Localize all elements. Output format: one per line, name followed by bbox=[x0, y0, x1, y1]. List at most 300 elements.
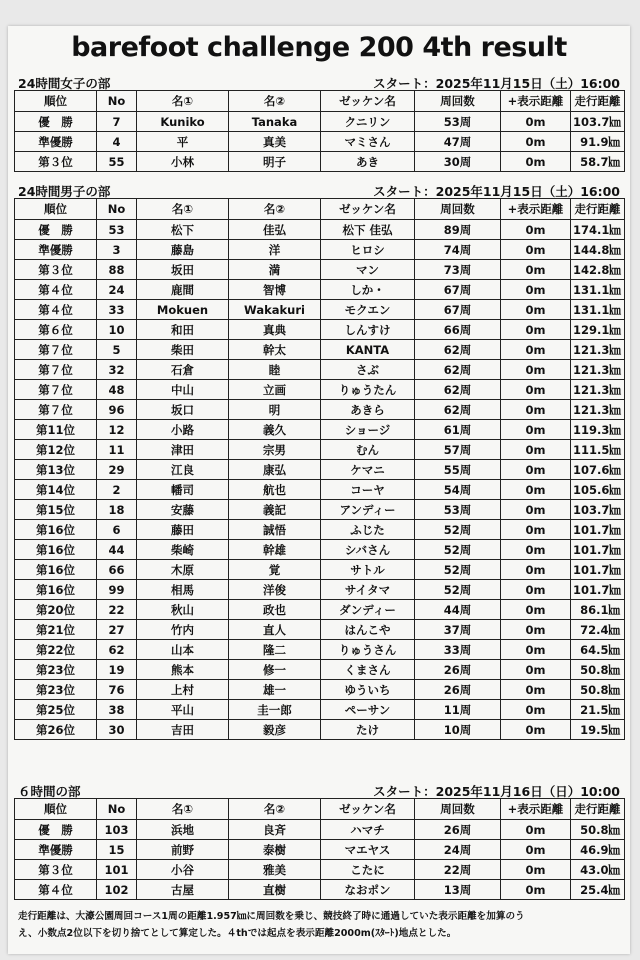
section-6h bbox=[14, 780, 624, 900]
footnote-line-1: 走行距離は、大濠公園周回コース1周の距離1.957㎞に周回数を乗じ、競技終了時に通過していた表示距離を加算のう bbox=[18, 911, 525, 922]
section-name: 24時間女子の部 bbox=[18, 76, 111, 91]
cell-zekken-name: マミさん bbox=[321, 132, 415, 152]
cell-total-distance: 129.1㎞ bbox=[571, 320, 625, 340]
cell-laps: 33周 bbox=[415, 640, 501, 660]
column-header-zekken-name: ゼッケン名 bbox=[321, 199, 415, 220]
cell-name-2: 幹雄 bbox=[229, 540, 321, 560]
cell-name-2: 満 bbox=[229, 260, 321, 280]
cell-total-distance: 107.6㎞ bbox=[571, 460, 625, 480]
cell-extra-distance: 0m bbox=[501, 240, 571, 260]
cell-name-2: 康弘 bbox=[229, 460, 321, 480]
cell-name-1: 相馬 bbox=[137, 580, 229, 600]
cell-rank: 第３位 bbox=[15, 860, 97, 880]
cell-extra-distance: 0m bbox=[501, 640, 571, 660]
cell-laps: 10周 bbox=[415, 720, 501, 740]
table-header-row bbox=[15, 91, 625, 112]
cell-laps: 30周 bbox=[415, 152, 501, 172]
section-start-time: スタート：2025年11月15日（土）16:00 bbox=[373, 76, 620, 91]
cell-total-distance: 103.7㎞ bbox=[571, 500, 625, 520]
table-row bbox=[15, 640, 625, 660]
cell-bib-no: 53 bbox=[97, 220, 137, 240]
table-header-row bbox=[15, 799, 625, 820]
table-row bbox=[15, 320, 625, 340]
cell-total-distance: 121.3㎞ bbox=[571, 400, 625, 420]
cell-bib-no: 11 bbox=[97, 440, 137, 460]
cell-name-1: 上村 bbox=[137, 680, 229, 700]
cell-laps: 37周 bbox=[415, 620, 501, 640]
column-header-name-2: 名② bbox=[229, 799, 321, 820]
table-row bbox=[15, 112, 625, 132]
cell-rank: 第25位 bbox=[15, 700, 97, 720]
cell-zekken-name: ハマチ bbox=[321, 820, 415, 840]
cell-total-distance: 25.4㎞ bbox=[571, 880, 625, 900]
cell-rank: 第７位 bbox=[15, 360, 97, 380]
cell-bib-no: 15 bbox=[97, 840, 137, 860]
cell-laps: 53周 bbox=[415, 112, 501, 132]
cell-name-1: 和田 bbox=[137, 320, 229, 340]
cell-total-distance: 86.1㎞ bbox=[571, 600, 625, 620]
section-24h-men bbox=[14, 180, 624, 740]
cell-laps: 47周 bbox=[415, 132, 501, 152]
cell-extra-distance: 0m bbox=[501, 820, 571, 840]
table-row bbox=[15, 240, 625, 260]
cell-extra-distance: 0m bbox=[501, 400, 571, 420]
cell-name-2: 真典 bbox=[229, 320, 321, 340]
table-row bbox=[15, 560, 625, 580]
cell-rank: 優 勝 bbox=[15, 112, 97, 132]
column-header-bib-no: No bbox=[97, 91, 137, 112]
cell-zekken-name: サイタマ bbox=[321, 580, 415, 600]
cell-rank: 第11位 bbox=[15, 420, 97, 440]
cell-name-2: 直樹 bbox=[229, 880, 321, 900]
table-row bbox=[15, 600, 625, 620]
cell-total-distance: 91.9㎞ bbox=[571, 132, 625, 152]
cell-laps: 73周 bbox=[415, 260, 501, 280]
cell-bib-no: 24 bbox=[97, 280, 137, 300]
cell-bib-no: 76 bbox=[97, 680, 137, 700]
cell-bib-no: 55 bbox=[97, 152, 137, 172]
cell-laps: 52周 bbox=[415, 520, 501, 540]
cell-laps: 54周 bbox=[415, 480, 501, 500]
column-header-total-distance: 走行距離 bbox=[571, 799, 625, 820]
cell-rank: 第15位 bbox=[15, 500, 97, 520]
cell-zekken-name: サトル bbox=[321, 560, 415, 580]
column-header-name-1: 名① bbox=[137, 91, 229, 112]
cell-laps: 52周 bbox=[415, 540, 501, 560]
column-header-laps: 周回数 bbox=[415, 799, 501, 820]
cell-bib-no: 96 bbox=[97, 400, 137, 420]
cell-zekken-name: さぶ bbox=[321, 360, 415, 380]
table-row bbox=[15, 700, 625, 720]
cell-total-distance: 72.4㎞ bbox=[571, 620, 625, 640]
cell-name-1: 小路 bbox=[137, 420, 229, 440]
cell-total-distance: 111.5㎞ bbox=[571, 440, 625, 460]
cell-extra-distance: 0m bbox=[501, 340, 571, 360]
cell-name-1: 前野 bbox=[137, 840, 229, 860]
cell-extra-distance: 0m bbox=[501, 440, 571, 460]
cell-bib-no: 101 bbox=[97, 860, 137, 880]
cell-name-2: 泰樹 bbox=[229, 840, 321, 860]
cell-extra-distance: 0m bbox=[501, 112, 571, 132]
section-header bbox=[14, 180, 624, 198]
cell-zekken-name: ゆういち bbox=[321, 680, 415, 700]
cell-name-1: 秋山 bbox=[137, 600, 229, 620]
cell-rank: 優 勝 bbox=[15, 220, 97, 240]
table-row bbox=[15, 400, 625, 420]
cell-rank: 準優勝 bbox=[15, 132, 97, 152]
cell-extra-distance: 0m bbox=[501, 720, 571, 740]
cell-bib-no: 29 bbox=[97, 460, 137, 480]
cell-name-1: 平山 bbox=[137, 700, 229, 720]
cell-rank: 第20位 bbox=[15, 600, 97, 620]
cell-zekken-name: ケマニ bbox=[321, 460, 415, 480]
cell-rank: 準優勝 bbox=[15, 840, 97, 860]
cell-laps: 62周 bbox=[415, 400, 501, 420]
cell-extra-distance: 0m bbox=[501, 280, 571, 300]
section-24h-women bbox=[14, 72, 624, 172]
cell-rank: 第21位 bbox=[15, 620, 97, 640]
cell-extra-distance: 0m bbox=[501, 880, 571, 900]
cell-name-1: 松下 bbox=[137, 220, 229, 240]
results-table bbox=[14, 798, 625, 900]
cell-name-1: 柴田 bbox=[137, 340, 229, 360]
cell-total-distance: 50.8㎞ bbox=[571, 820, 625, 840]
cell-rank: 優 勝 bbox=[15, 820, 97, 840]
cell-name-2: 圭一郎 bbox=[229, 700, 321, 720]
cell-name-2: 立画 bbox=[229, 380, 321, 400]
cell-laps: 67周 bbox=[415, 300, 501, 320]
cell-name-2: 修一 bbox=[229, 660, 321, 680]
cell-laps: 13周 bbox=[415, 880, 501, 900]
cell-name-1: 石倉 bbox=[137, 360, 229, 380]
cell-name-1: 藤田 bbox=[137, 520, 229, 540]
cell-rank: 第16位 bbox=[15, 580, 97, 600]
cell-extra-distance: 0m bbox=[501, 700, 571, 720]
cell-extra-distance: 0m bbox=[501, 320, 571, 340]
column-header-name-1: 名① bbox=[137, 799, 229, 820]
cell-laps: 11周 bbox=[415, 700, 501, 720]
table-row bbox=[15, 500, 625, 520]
section-name: 24時間男子の部 bbox=[18, 184, 111, 199]
cell-name-2: 佳弘 bbox=[229, 220, 321, 240]
cell-name-1: 浜地 bbox=[137, 820, 229, 840]
cell-laps: 26周 bbox=[415, 660, 501, 680]
cell-rank: 第23位 bbox=[15, 660, 97, 680]
footnote-line-2: え、小数点2位以下を切り捨てとして算定した。４thでは起点を表示距離2000m(ｽﾀｰﾄ)地点とした。 bbox=[18, 928, 457, 939]
cell-extra-distance: 0m bbox=[501, 152, 571, 172]
cell-total-distance: 131.1㎞ bbox=[571, 300, 625, 320]
cell-zekken-name: ペーサン bbox=[321, 700, 415, 720]
cell-name-1: 幡司 bbox=[137, 480, 229, 500]
cell-total-distance: 64.5㎞ bbox=[571, 640, 625, 660]
cell-bib-no: 102 bbox=[97, 880, 137, 900]
cell-name-2: Wakakuri bbox=[229, 300, 321, 320]
cell-name-2: 幹太 bbox=[229, 340, 321, 360]
cell-zekken-name: しんすけ bbox=[321, 320, 415, 340]
result-sheet bbox=[8, 26, 630, 954]
table-row bbox=[15, 680, 625, 700]
cell-bib-no: 7 bbox=[97, 112, 137, 132]
cell-name-2: 誠悟 bbox=[229, 520, 321, 540]
cell-total-distance: 43.0㎞ bbox=[571, 860, 625, 880]
column-header-total-distance: 走行距離 bbox=[571, 91, 625, 112]
cell-name-2: 智博 bbox=[229, 280, 321, 300]
cell-name-2: 睦 bbox=[229, 360, 321, 380]
table-row bbox=[15, 420, 625, 440]
cell-name-1: 竹内 bbox=[137, 620, 229, 640]
cell-bib-no: 27 bbox=[97, 620, 137, 640]
cell-extra-distance: 0m bbox=[501, 500, 571, 520]
cell-rank: 第７位 bbox=[15, 340, 97, 360]
cell-bib-no: 66 bbox=[97, 560, 137, 580]
cell-bib-no: 44 bbox=[97, 540, 137, 560]
cell-name-1: 柴崎 bbox=[137, 540, 229, 560]
cell-zekken-name: はんこや bbox=[321, 620, 415, 640]
cell-bib-no: 33 bbox=[97, 300, 137, 320]
cell-extra-distance: 0m bbox=[501, 600, 571, 620]
cell-zekken-name: アンディー bbox=[321, 500, 415, 520]
cell-rank: 第３位 bbox=[15, 152, 97, 172]
cell-extra-distance: 0m bbox=[501, 132, 571, 152]
table-row bbox=[15, 280, 625, 300]
cell-bib-no: 19 bbox=[97, 660, 137, 680]
table-row bbox=[15, 620, 625, 640]
cell-name-2: 政也 bbox=[229, 600, 321, 620]
cell-rank: 第７位 bbox=[15, 380, 97, 400]
cell-name-1: 坂田 bbox=[137, 260, 229, 280]
cell-laps: 57周 bbox=[415, 440, 501, 460]
cell-rank: 第26位 bbox=[15, 720, 97, 740]
cell-name-1: 鹿間 bbox=[137, 280, 229, 300]
table-row bbox=[15, 220, 625, 240]
cell-name-1: 吉田 bbox=[137, 720, 229, 740]
cell-bib-no: 12 bbox=[97, 420, 137, 440]
cell-zekken-name: なおポン bbox=[321, 880, 415, 900]
cell-zekken-name: こたに bbox=[321, 860, 415, 880]
cell-name-2: 洋 bbox=[229, 240, 321, 260]
cell-total-distance: 101.7㎞ bbox=[571, 580, 625, 600]
cell-name-2: 隆二 bbox=[229, 640, 321, 660]
cell-name-2: 明 bbox=[229, 400, 321, 420]
cell-total-distance: 50.8㎞ bbox=[571, 680, 625, 700]
cell-total-distance: 121.3㎞ bbox=[571, 360, 625, 380]
cell-rank: 第14位 bbox=[15, 480, 97, 500]
table-row bbox=[15, 660, 625, 680]
section-header bbox=[14, 780, 624, 798]
cell-bib-no: 3 bbox=[97, 240, 137, 260]
cell-name-2: 明子 bbox=[229, 152, 321, 172]
cell-rank: 第22位 bbox=[15, 640, 97, 660]
cell-laps: 52周 bbox=[415, 580, 501, 600]
cell-total-distance: 46.9㎞ bbox=[571, 840, 625, 860]
cell-bib-no: 30 bbox=[97, 720, 137, 740]
cell-name-2: 義記 bbox=[229, 500, 321, 520]
table-row bbox=[15, 520, 625, 540]
cell-name-2: 良斉 bbox=[229, 820, 321, 840]
cell-total-distance: 101.7㎞ bbox=[571, 560, 625, 580]
cell-total-distance: 58.7㎞ bbox=[571, 152, 625, 172]
cell-rank: 第13位 bbox=[15, 460, 97, 480]
cell-zekken-name: りゅうさん bbox=[321, 640, 415, 660]
cell-rank: 第７位 bbox=[15, 400, 97, 420]
cell-rank: 第16位 bbox=[15, 520, 97, 540]
cell-extra-distance: 0m bbox=[501, 840, 571, 860]
cell-name-2: 雅美 bbox=[229, 860, 321, 880]
cell-bib-no: 48 bbox=[97, 380, 137, 400]
column-header-rank: 順位 bbox=[15, 799, 97, 820]
cell-name-1: 藤島 bbox=[137, 240, 229, 260]
column-header-total-distance: 走行距離 bbox=[571, 199, 625, 220]
column-header-zekken-name: ゼッケン名 bbox=[321, 799, 415, 820]
cell-total-distance: 105.6㎞ bbox=[571, 480, 625, 500]
cell-rank: 第16位 bbox=[15, 540, 97, 560]
cell-name-1: 小谷 bbox=[137, 860, 229, 880]
cell-bib-no: 2 bbox=[97, 480, 137, 500]
cell-bib-no: 4 bbox=[97, 132, 137, 152]
cell-zekken-name: 松下 佳弘 bbox=[321, 220, 415, 240]
column-header-name-2: 名② bbox=[229, 91, 321, 112]
cell-extra-distance: 0m bbox=[501, 580, 571, 600]
cell-laps: 53周 bbox=[415, 500, 501, 520]
cell-zekken-name: KANTA bbox=[321, 340, 415, 360]
cell-total-distance: 101.7㎞ bbox=[571, 520, 625, 540]
table-row bbox=[15, 340, 625, 360]
cell-laps: 61周 bbox=[415, 420, 501, 440]
table-row bbox=[15, 300, 625, 320]
cell-total-distance: 121.3㎞ bbox=[571, 380, 625, 400]
section-header bbox=[14, 72, 624, 90]
cell-laps: 24周 bbox=[415, 840, 501, 860]
column-header-rank: 順位 bbox=[15, 91, 97, 112]
cell-extra-distance: 0m bbox=[501, 860, 571, 880]
table-row bbox=[15, 152, 625, 172]
results-table bbox=[14, 90, 625, 172]
cell-extra-distance: 0m bbox=[501, 220, 571, 240]
table-row bbox=[15, 820, 625, 840]
cell-name-1: 木原 bbox=[137, 560, 229, 580]
cell-total-distance: 174.1㎞ bbox=[571, 220, 625, 240]
cell-zekken-name: ショージ bbox=[321, 420, 415, 440]
cell-bib-no: 6 bbox=[97, 520, 137, 540]
cell-name-1: 山本 bbox=[137, 640, 229, 660]
table-row bbox=[15, 460, 625, 480]
cell-name-2: 航也 bbox=[229, 480, 321, 500]
cell-name-1: Mokuen bbox=[137, 300, 229, 320]
cell-zekken-name: ヒロシ bbox=[321, 240, 415, 260]
cell-zekken-name: シバさん bbox=[321, 540, 415, 560]
cell-laps: 89周 bbox=[415, 220, 501, 240]
cell-total-distance: 144.8㎞ bbox=[571, 240, 625, 260]
cell-name-1: 中山 bbox=[137, 380, 229, 400]
cell-rank: 第３位 bbox=[15, 260, 97, 280]
cell-bib-no: 99 bbox=[97, 580, 137, 600]
table-header-row bbox=[15, 199, 625, 220]
cell-name-1: 安藤 bbox=[137, 500, 229, 520]
table-row bbox=[15, 580, 625, 600]
cell-bib-no: 18 bbox=[97, 500, 137, 520]
table-row bbox=[15, 880, 625, 900]
cell-zekken-name: クニリン bbox=[321, 112, 415, 132]
cell-total-distance: 121.3㎞ bbox=[571, 340, 625, 360]
column-header-bib-no: No bbox=[97, 799, 137, 820]
cell-zekken-name: りゅうたん bbox=[321, 380, 415, 400]
column-header-name-2: 名② bbox=[229, 199, 321, 220]
column-header-extra-distance: +表示距離 bbox=[501, 199, 571, 220]
cell-bib-no: 32 bbox=[97, 360, 137, 380]
table-row bbox=[15, 260, 625, 280]
column-header-rank: 順位 bbox=[15, 199, 97, 220]
cell-extra-distance: 0m bbox=[501, 380, 571, 400]
column-header-extra-distance: +表示距離 bbox=[501, 799, 571, 820]
cell-rank: 第４位 bbox=[15, 300, 97, 320]
cell-extra-distance: 0m bbox=[501, 520, 571, 540]
cell-rank: 第12位 bbox=[15, 440, 97, 460]
cell-name-1: 平 bbox=[137, 132, 229, 152]
cell-extra-distance: 0m bbox=[501, 480, 571, 500]
cell-name-2: 義久 bbox=[229, 420, 321, 440]
cell-extra-distance: 0m bbox=[501, 660, 571, 680]
cell-zekken-name: ふじた bbox=[321, 520, 415, 540]
cell-extra-distance: 0m bbox=[501, 420, 571, 440]
column-header-laps: 周回数 bbox=[415, 91, 501, 112]
table-row bbox=[15, 720, 625, 740]
cell-total-distance: 21.5㎞ bbox=[571, 700, 625, 720]
cell-total-distance: 119.3㎞ bbox=[571, 420, 625, 440]
cell-zekken-name: むん bbox=[321, 440, 415, 460]
column-header-name-1: 名① bbox=[137, 199, 229, 220]
cell-name-2: 覚 bbox=[229, 560, 321, 580]
cell-extra-distance: 0m bbox=[501, 300, 571, 320]
table-row bbox=[15, 380, 625, 400]
cell-name-2: 洋俊 bbox=[229, 580, 321, 600]
table-row bbox=[15, 540, 625, 560]
table-row bbox=[15, 860, 625, 880]
cell-zekken-name: あき bbox=[321, 152, 415, 172]
cell-zekken-name: マエヤス bbox=[321, 840, 415, 860]
cell-laps: 62周 bbox=[415, 340, 501, 360]
footnote bbox=[18, 908, 620, 942]
cell-name-2: Tanaka bbox=[229, 112, 321, 132]
cell-bib-no: 38 bbox=[97, 700, 137, 720]
cell-name-1: 小林 bbox=[137, 152, 229, 172]
cell-total-distance: 103.7㎞ bbox=[571, 112, 625, 132]
cell-zekken-name: ダンディー bbox=[321, 600, 415, 620]
cell-bib-no: 103 bbox=[97, 820, 137, 840]
cell-bib-no: 5 bbox=[97, 340, 137, 360]
cell-laps: 22周 bbox=[415, 860, 501, 880]
section-start-time: スタート：2025年11月15日（土）16:00 bbox=[373, 184, 620, 199]
cell-name-2: 直人 bbox=[229, 620, 321, 640]
cell-laps: 67周 bbox=[415, 280, 501, 300]
cell-name-1: 熊本 bbox=[137, 660, 229, 680]
cell-name-2: 宗男 bbox=[229, 440, 321, 460]
cell-rank: 第16位 bbox=[15, 560, 97, 580]
cell-name-1: Kuniko bbox=[137, 112, 229, 132]
cell-laps: 26周 bbox=[415, 680, 501, 700]
cell-rank: 第４位 bbox=[15, 280, 97, 300]
cell-bib-no: 10 bbox=[97, 320, 137, 340]
cell-laps: 62周 bbox=[415, 360, 501, 380]
section-start-time: スタート：2025年11月16日（日）10:00 bbox=[373, 784, 620, 799]
column-header-bib-no: No bbox=[97, 199, 137, 220]
cell-bib-no: 88 bbox=[97, 260, 137, 280]
cell-zekken-name: モクエン bbox=[321, 300, 415, 320]
cell-name-1: 坂口 bbox=[137, 400, 229, 420]
cell-zekken-name: たけ bbox=[321, 720, 415, 740]
cell-name-1: 津田 bbox=[137, 440, 229, 460]
cell-name-2: 毅彦 bbox=[229, 720, 321, 740]
cell-laps: 74周 bbox=[415, 240, 501, 260]
